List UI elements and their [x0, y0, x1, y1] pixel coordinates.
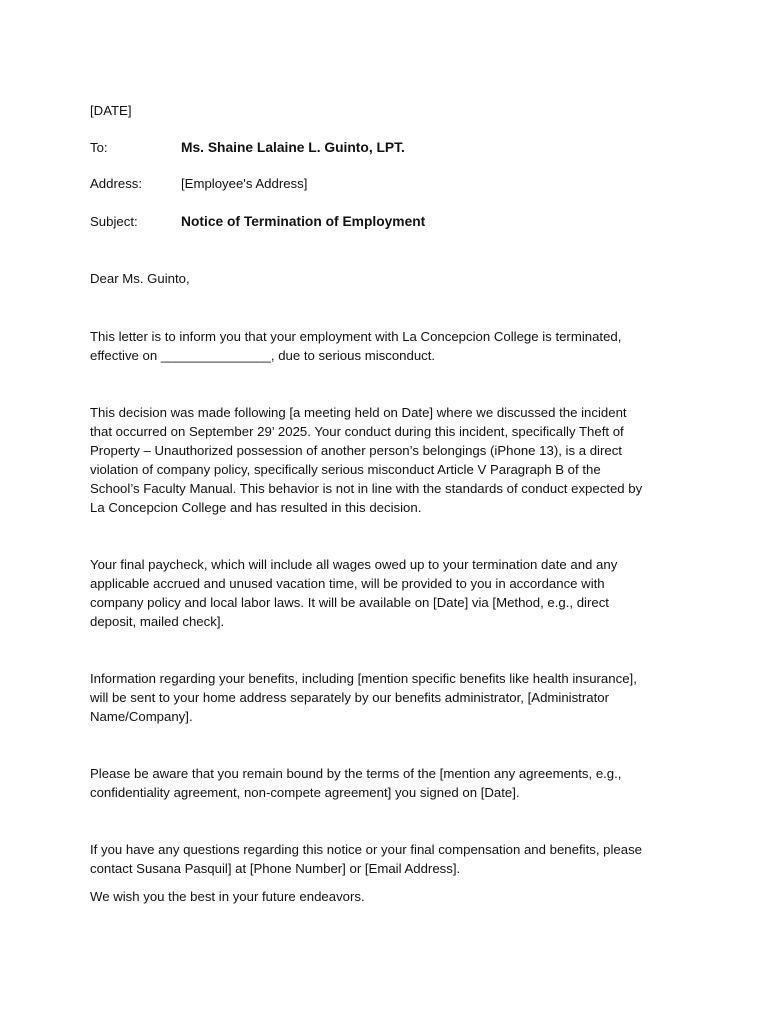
paragraph-line: If you have any questions regarding this notice or your final compensation and benefits, please: [90, 842, 643, 857]
paragraph-line: that occurred on September 29’ 2025. Your conduct during this incident, specifically Theft of: [90, 424, 624, 439]
paragraph-line: La Concepcion College and has resulted in this decision.: [90, 500, 422, 515]
paragraph-line: will be sent to your home address separately by our benefits administrator, [Administrator: [90, 690, 609, 705]
paragraph-line: This decision was made following [a meeting held on Date] where we discussed the incident: [90, 405, 627, 420]
letter-date: [DATE]: [90, 103, 132, 118]
paragraph-termination-notice: [90, 327, 690, 365]
paragraph-line: violation of company policy, specifically serious misconduct Article V Paragraph B of the: [90, 462, 601, 477]
paragraph-line: Your final paycheck, which will include all wages owed up to your termination date and any: [90, 557, 618, 572]
paragraph-line: company policy and local labor laws. It will be available on [Date] via [Method, e.g., direct: [90, 595, 609, 610]
paragraph-line: This letter is to inform you that your employment with La Concepcion College is terminated,: [90, 329, 622, 344]
recipient-address: [Employee's Address]: [181, 176, 308, 191]
paragraph-line: Information regarding your benefits, including [mention specific benefits like health insurance],: [90, 671, 637, 686]
to-label: To:: [90, 140, 108, 155]
paragraph-line: applicable accrued and unused vacation time, will be provided to you in accordance with: [90, 576, 605, 591]
address-label: Address:: [90, 176, 143, 191]
paragraph-line: effective on _______________, due to serious misconduct.: [90, 348, 436, 363]
paragraph-line: School’s Faculty Manual. This behavior is not in line with the standards of conduct expected by: [90, 481, 643, 496]
paragraph-contact: [90, 840, 690, 878]
paragraph-final-paycheck: [90, 555, 690, 631]
paragraph-line: confidentiality agreement, non-compete agreement] you signed on [Date].: [90, 785, 520, 800]
salutation: Dear Ms. Guinto,: [90, 271, 190, 286]
closing-line: We wish you the best in your future endeavors.: [90, 889, 365, 904]
paragraph-decision-reason: [90, 403, 690, 517]
paragraph-line: Name/Company].: [90, 709, 193, 724]
paragraph-agreements: [90, 764, 690, 802]
paragraph-line: deposit, mailed check].: [90, 614, 225, 629]
subject-label: Subject:: [90, 214, 138, 229]
subject-line: Notice of Termination of Employment: [181, 214, 426, 229]
recipient-name: Ms. Shaine Lalaine L. Guinto, LPT.: [181, 140, 405, 155]
paragraph-line: Please be aware that you remain bound by the terms of the [mention any agreements, e.g.,: [90, 766, 622, 781]
paragraph-line: contact Susana Pasquil] at [Phone Number] or [Email Address].: [90, 861, 461, 876]
paragraph-benefits: [90, 669, 690, 726]
paragraph-line: Property – Unauthorized possession of another person’s belongings (iPhone 13), is a direct: [90, 443, 622, 458]
